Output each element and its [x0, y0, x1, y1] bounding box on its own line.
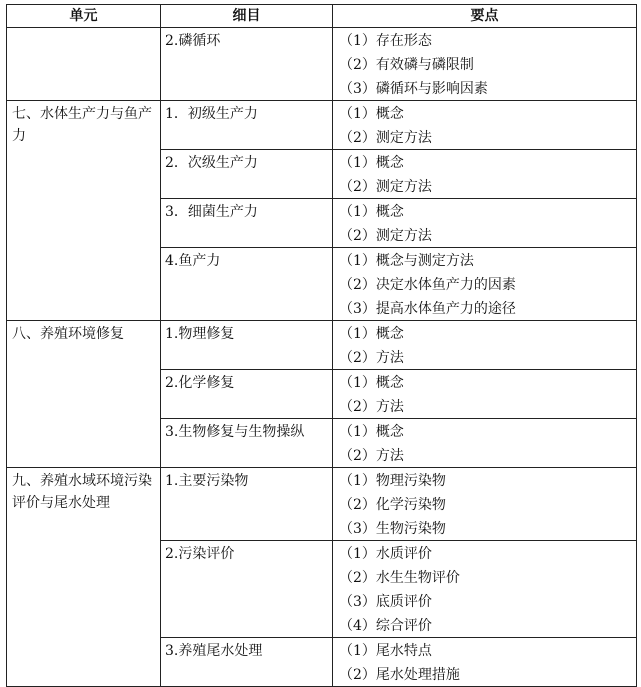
point-item: （1）水质评价 — [339, 546, 432, 562]
header-detail: 细目 — [161, 5, 333, 28]
table-row — [7, 101, 637, 150]
point-item: （2）方法 — [339, 399, 404, 415]
point-item: （2）化学污染物 — [339, 497, 446, 513]
points-cell — [333, 419, 637, 468]
point-item: （2）决定水体鱼产力的因素 — [339, 277, 516, 293]
detail-cell: 1.主要污染物 — [161, 468, 333, 541]
points-cell — [333, 541, 637, 638]
points-cell — [333, 248, 637, 321]
points-cell — [333, 28, 637, 101]
point-item: （2）测定方法 — [339, 179, 432, 195]
header-row — [7, 5, 637, 28]
unit-cell — [7, 28, 161, 101]
point-item: （2）测定方法 — [339, 228, 432, 244]
point-item: （1）概念 — [339, 204, 404, 220]
point-item: （1）存在形态 — [339, 33, 432, 49]
point-item: （2）尾水处理措施 — [339, 667, 460, 683]
table-row — [7, 321, 637, 370]
point-item: （1）物理污染物 — [339, 473, 446, 489]
point-item: （3）底质评价 — [339, 594, 432, 610]
point-item: （3）生物污染物 — [339, 521, 446, 537]
point-item: （2）方法 — [339, 448, 404, 464]
point-item: （1）概念与测定方法 — [339, 253, 474, 269]
detail-cell: 2.化学修复 — [161, 370, 333, 419]
detail-cell: 3.生物修复与生物操纵 — [161, 419, 333, 468]
unit-cell: 八、养殖环境修复 — [7, 321, 161, 468]
point-item: （1）概念 — [339, 106, 404, 122]
detail-cell: 2.磷循环 — [161, 28, 333, 101]
point-item: （1）概念 — [339, 375, 404, 391]
point-item: （1）尾水特点 — [339, 643, 432, 659]
points-cell — [333, 150, 637, 199]
unit-cell: 七、水体生产力与鱼产力 — [7, 101, 161, 321]
point-item: （3）磷循环与影响因素 — [339, 81, 488, 97]
table-row — [7, 468, 637, 541]
points-cell — [333, 468, 637, 541]
point-item: （2）有效磷与磷限制 — [339, 57, 474, 73]
point-item: （2）水生生物评价 — [339, 570, 460, 586]
points-cell — [333, 101, 637, 150]
syllabus-table — [6, 4, 637, 687]
detail-cell: 3．细菌生产力 — [161, 199, 333, 248]
point-item: （2）测定方法 — [339, 130, 432, 146]
point-item: （1）概念 — [339, 326, 404, 342]
header-points: 要点 — [333, 5, 637, 28]
points-cell — [333, 199, 637, 248]
point-item: （4）综合评价 — [339, 618, 432, 634]
table-row — [7, 28, 637, 101]
detail-cell: 2．次级生产力 — [161, 150, 333, 199]
point-item: （1）概念 — [339, 424, 404, 440]
detail-cell: 1．初级生产力 — [161, 101, 333, 150]
points-cell — [333, 638, 637, 687]
points-cell — [333, 321, 637, 370]
detail-cell: 4.鱼产力 — [161, 248, 333, 321]
detail-cell: 1.物理修复 — [161, 321, 333, 370]
detail-cell: 2.污染评价 — [161, 541, 333, 638]
point-item: （2）方法 — [339, 350, 404, 366]
header-unit: 单元 — [7, 5, 161, 28]
unit-cell: 九、养殖水域环境污染评价与尾水处理 — [7, 468, 161, 687]
table-body — [7, 28, 637, 687]
point-item: （1）概念 — [339, 155, 404, 171]
points-cell — [333, 370, 637, 419]
detail-cell: 3.养殖尾水处理 — [161, 638, 333, 687]
point-item: （3）提高水体鱼产力的途径 — [339, 301, 516, 317]
